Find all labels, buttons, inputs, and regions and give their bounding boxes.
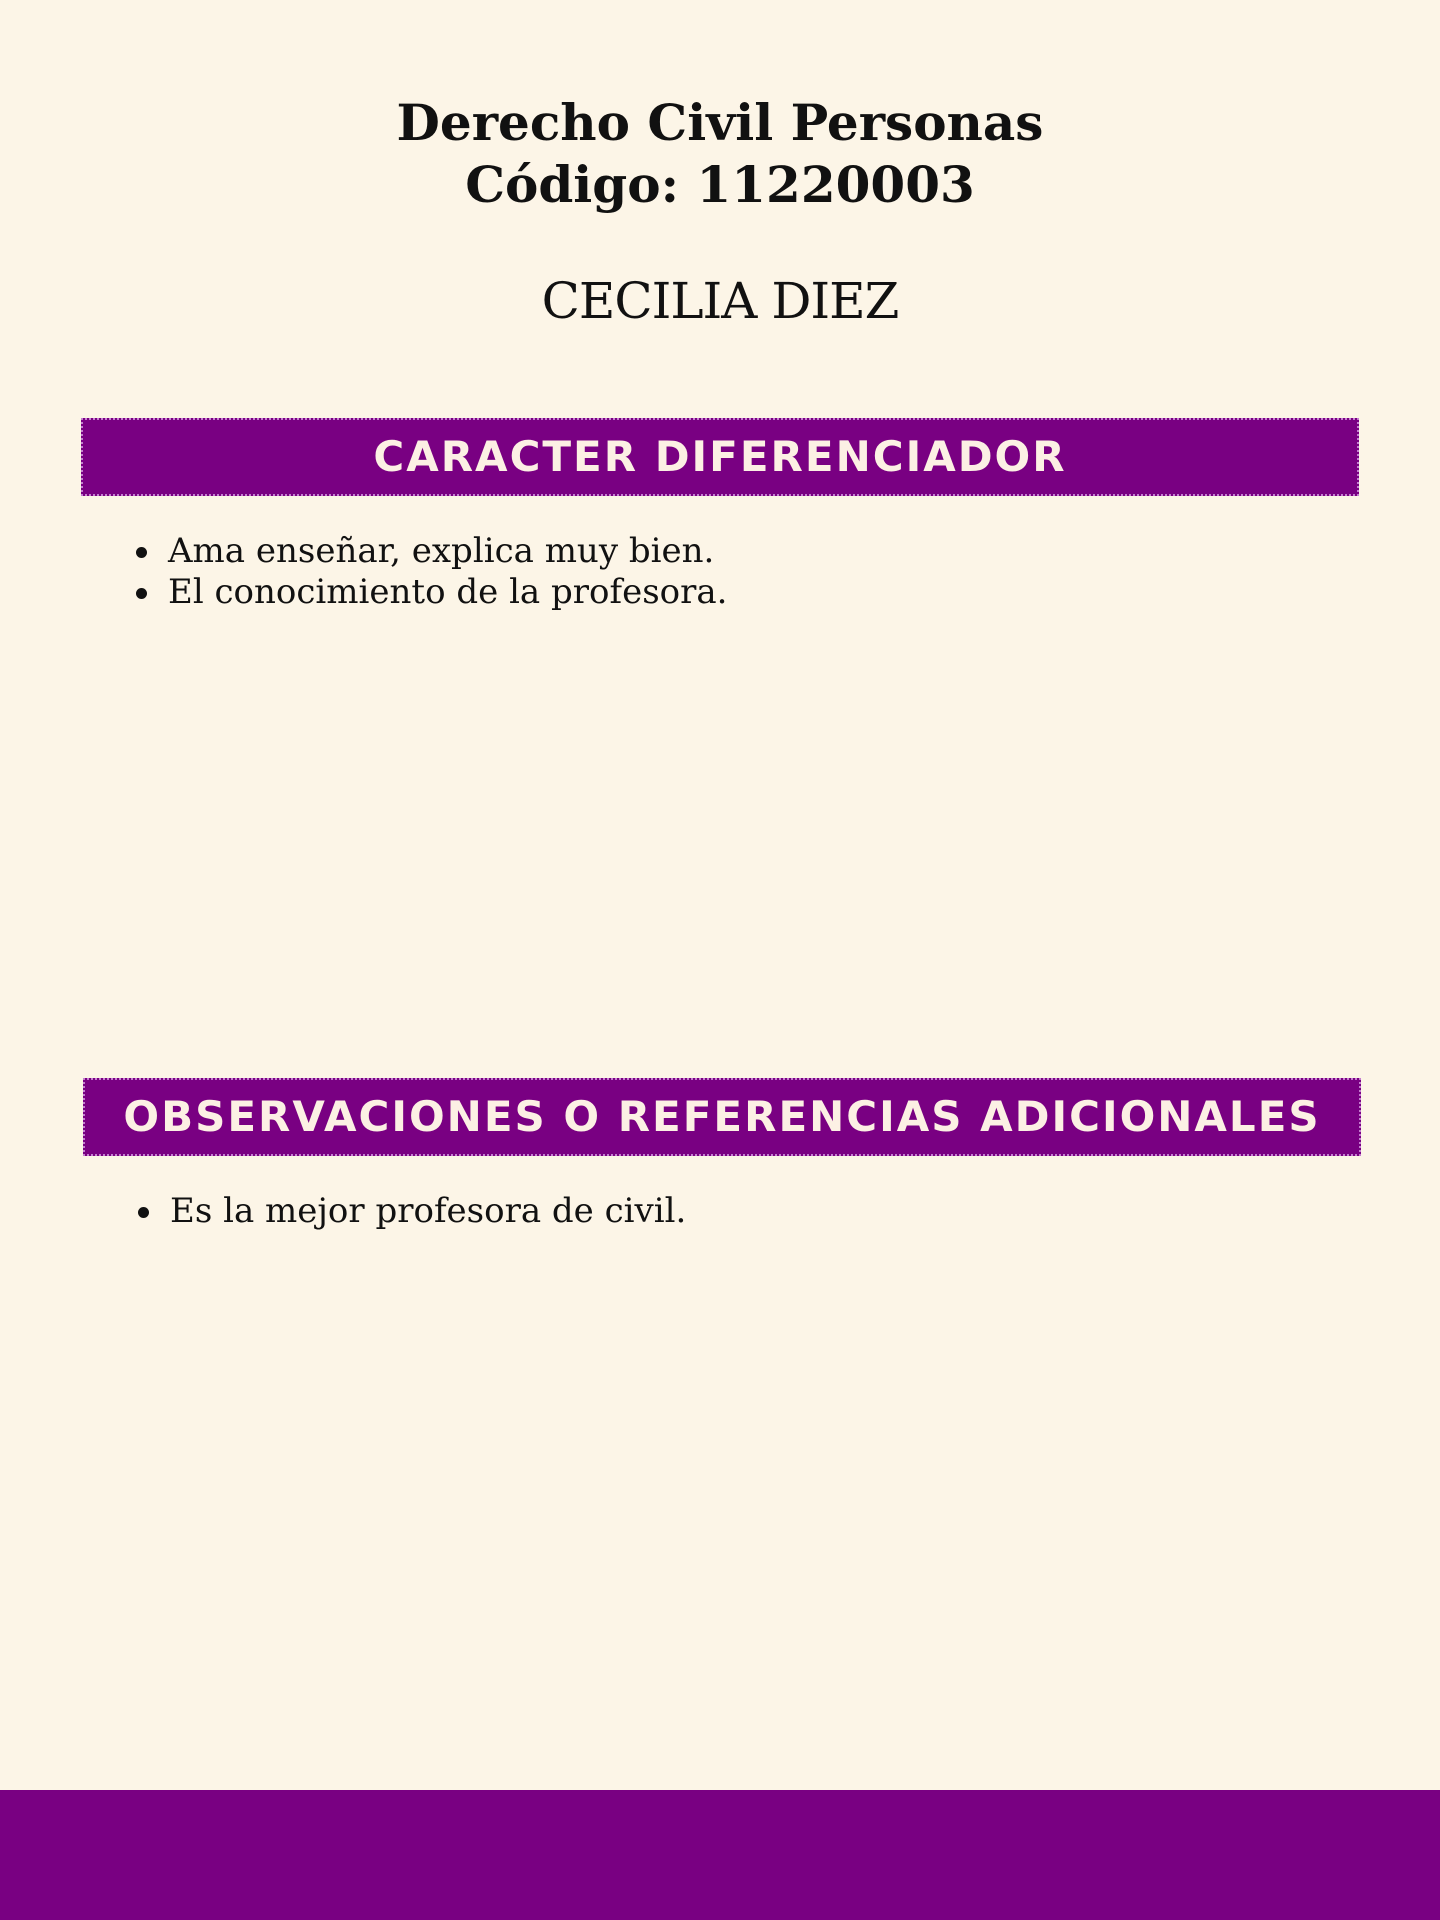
course-name: Derecho Civil Personas [396,93,1044,152]
list-item: El conocimiento de la profesora. [136,572,727,613]
course-title [0,92,1440,216]
observaciones-list [138,1191,686,1232]
list-item: Es la mejor profesora de civil. [138,1191,686,1232]
teacher-name: CECILIA DIEZ [541,272,899,330]
course-code: Código: 11220003 [465,155,975,214]
caracter-list [136,531,727,613]
footer-bar [0,1790,1440,1920]
section-banner-caracter: CARACTER DIFERENCIADOR [81,418,1359,496]
section-banner-observaciones: OBSERVACIONES O REFERENCIAS ADICIONALES [83,1078,1361,1156]
list-item: Ama enseñar, explica muy bien. [136,531,727,572]
